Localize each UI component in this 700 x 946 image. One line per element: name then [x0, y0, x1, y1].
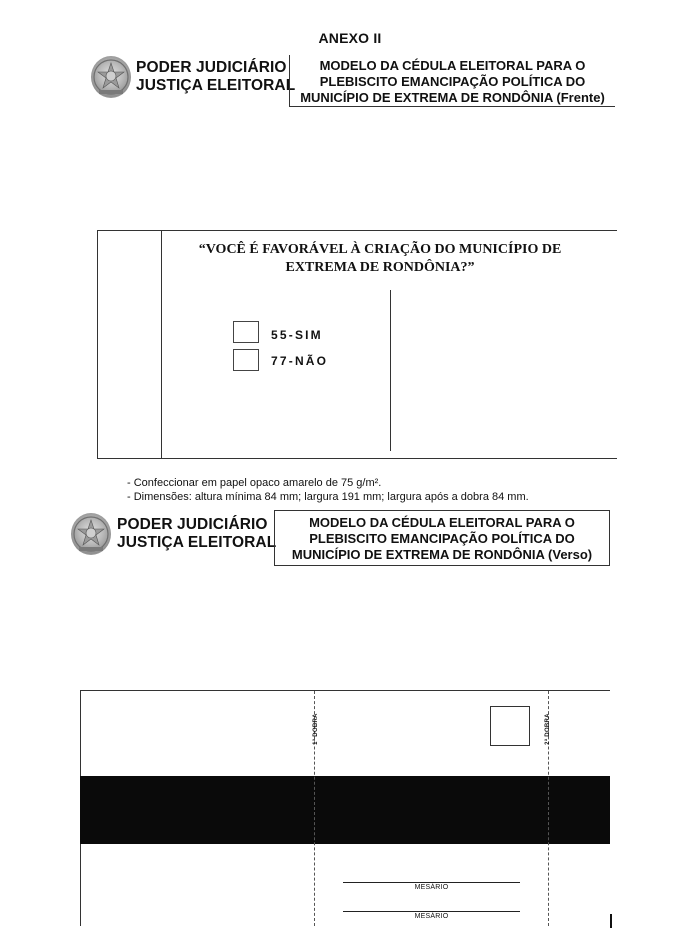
org-name-front [136, 59, 295, 95]
model-title-line-1: MODELO DA CÉDULA ELEITORAL PARA O [309, 515, 575, 530]
ballot-front-fold-line-middle [390, 290, 391, 451]
org-line-1: PODER JUDICIÁRIO [117, 516, 268, 533]
model-title-line-2: PLEBISCITO EMANCIPAÇÃO POLÍTICA DO [309, 531, 575, 546]
model-title-line-2: PLEBISCITO EMANCIPAÇÃO POLÍTICA DO [319, 74, 586, 89]
ballot-verso-black-band [80, 776, 610, 844]
ballot-front-fold-line-left [161, 231, 162, 459]
signature-label-1: MESÁRIO [414, 884, 449, 891]
first-fold-label: 1ª DOBRA [313, 713, 319, 745]
org-line-2: JUSTIÇA ELEITORAL [136, 77, 296, 94]
model-title-line-3: MUNICÍPIO DE EXTREMA DE RONDÔNIA (Verso) [291, 547, 593, 562]
corner-tick-mark [610, 914, 612, 928]
coat-of-arms-icon [71, 513, 111, 555]
model-title-line-1: MODELO DA CÉDULA ELEITORAL PARA O [319, 58, 586, 73]
note-dimensions: - Dimensões: altura mínima 84 mm; largura 191 mm; largura após a dobra 84 mm. [127, 491, 529, 503]
option-sim-checkbox[interactable] [233, 321, 259, 343]
org-line-1: PODER JUDICIÁRIO [136, 59, 287, 76]
second-fold-label: 2ª DOBRA [545, 713, 551, 745]
specification-notes [127, 476, 529, 504]
option-sim-label: 55-SIM [271, 328, 323, 342]
org-line-2: JUSTIÇA ELEITORAL [117, 534, 277, 551]
plebiscite-question [180, 241, 580, 277]
stamp-box[interactable] [490, 706, 530, 746]
option-nao-label: 77-NÃO [271, 354, 329, 368]
signature-line-1 [343, 882, 520, 883]
verso-model-title-box [274, 510, 610, 566]
org-name-verso [117, 516, 276, 552]
note-paper: - Confeccionar em papel opaco amarelo de 75 g/m². [127, 477, 382, 489]
question-line-2: EXTREMA DE RONDÔNIA?” [285, 260, 475, 275]
question-line-1: “VOCÊ É FAVORÁVEL À CRIAÇÃO DO MUNICÍPIO DE [198, 242, 562, 257]
coat-of-arms-icon [91, 56, 131, 98]
model-title-line-3: MUNICÍPIO DE EXTREMA DE RONDÔNIA (Frente) [300, 90, 605, 105]
signature-label-2: MESÁRIO [414, 913, 449, 920]
front-model-title-box [289, 55, 615, 107]
signature-line-2 [343, 911, 520, 912]
option-nao-checkbox[interactable] [233, 349, 259, 371]
annex-title: ANEXO II [318, 30, 382, 46]
